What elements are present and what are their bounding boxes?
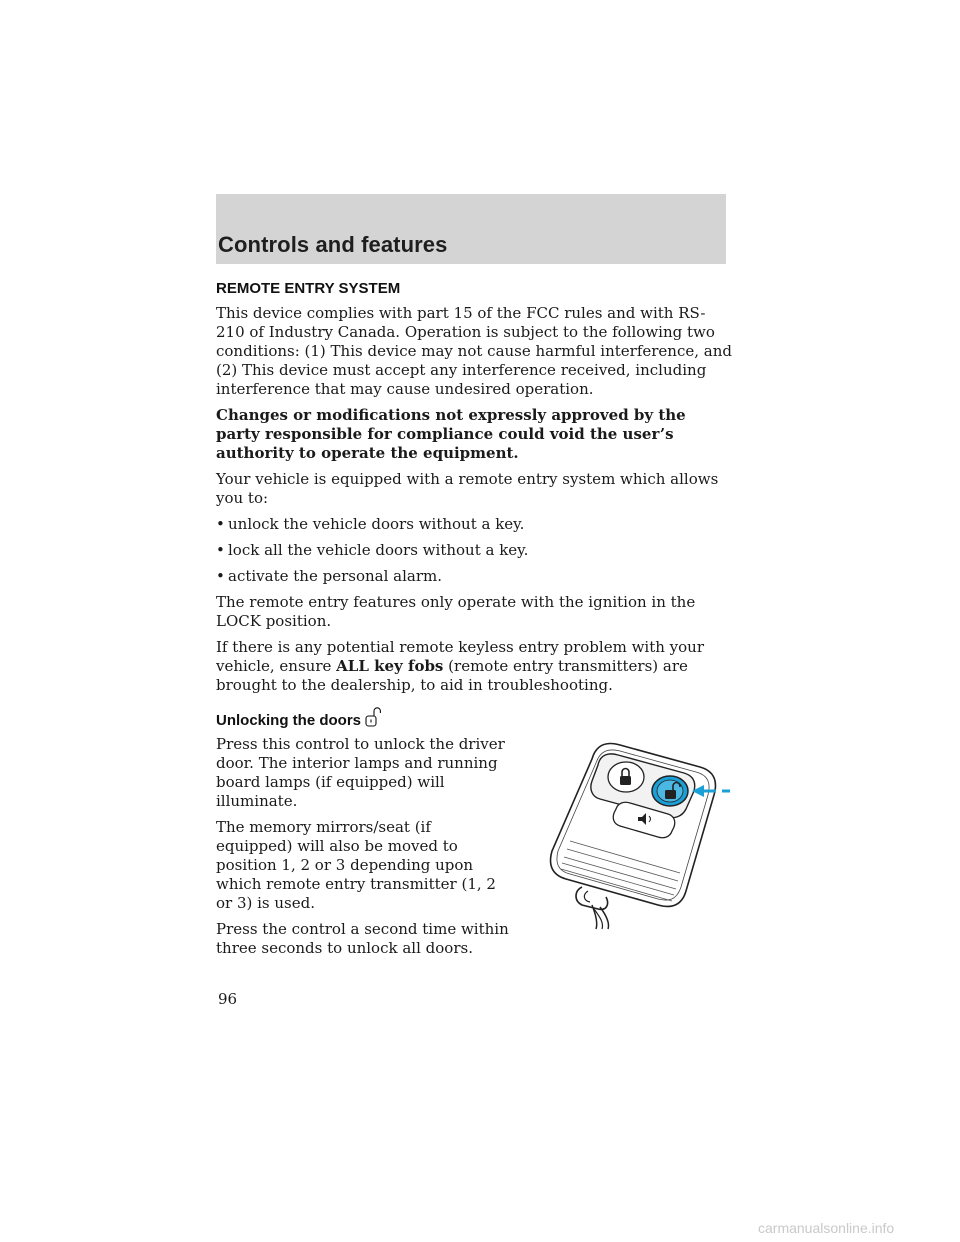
watermark: carmanualsonline.info <box>758 1220 895 1236</box>
fcc-paragraph: This device complies with part 15 of the FCC rules and with RS-210 of Industry Canada. Operation is subject to the following two conditions: (1) This device may not cause harmful interference, and (2) This device must accept any interference received, including interference that may cause undesired operation. <box>216 304 732 398</box>
unlock-section <box>216 735 732 958</box>
subsection-heading <box>216 706 732 730</box>
list-item-text: activate the personal alarm. <box>228 567 442 585</box>
problem-suffix: (remote entry transmitters) are brought to the dealership, to aid in troubleshooting. <box>216 657 688 694</box>
bullet-icon: • <box>216 567 225 585</box>
bullet-icon: • <box>216 515 225 533</box>
page-title: Controls and features <box>218 232 448 257</box>
list-item-text: lock all the vehicle doors without a key. <box>228 541 529 559</box>
problem-emphasis: ALL key fobs <box>336 657 444 675</box>
unlock-paragraph-1: Press this control to unlock the driver door. The interior lamps and running board lamps (if equipped) will illuminate. <box>216 735 505 810</box>
list-item <box>216 541 732 560</box>
problem-prefix: If there is any potential remote keyless entry problem with your vehicle, ensure <box>216 638 704 675</box>
key-fob-illustration <box>534 739 730 931</box>
subsection-title: Unlocking the doors <box>216 712 362 729</box>
list-item <box>216 515 732 534</box>
intro-paragraph: Your vehicle is equipped with a remote entry system which allows you to: <box>216 470 719 507</box>
page-number: 96 <box>218 990 238 1008</box>
bullet-icon: • <box>216 541 225 559</box>
content <box>216 279 732 965</box>
problem-paragraph <box>216 638 732 695</box>
list-item <box>216 567 732 586</box>
unlock-text <box>216 735 512 958</box>
list-item-text: unlock the vehicle doors without a key. <box>228 515 525 533</box>
ignition-paragraph: The remote entry features only operate with the ignition in the LOCK position. <box>216 593 696 630</box>
unlock-paragraph-2: The memory mirrors/seat (if equipped) will also be moved to position 1, 2 or 3 depending upon which remote entry transmitter (1, 2 or 3) is used. <box>216 818 496 912</box>
section-heading: REMOTE ENTRY SYSTEM <box>216 280 401 297</box>
unlock-icon <box>365 706 381 728</box>
warning-paragraph: Changes or modifications not expressly approved by the party responsible for compliance could void the user’s authority to operate the equipment. <box>216 406 686 462</box>
unlock-paragraph-3: Press the control a second time within three seconds to unlock all doors. <box>216 920 509 957</box>
